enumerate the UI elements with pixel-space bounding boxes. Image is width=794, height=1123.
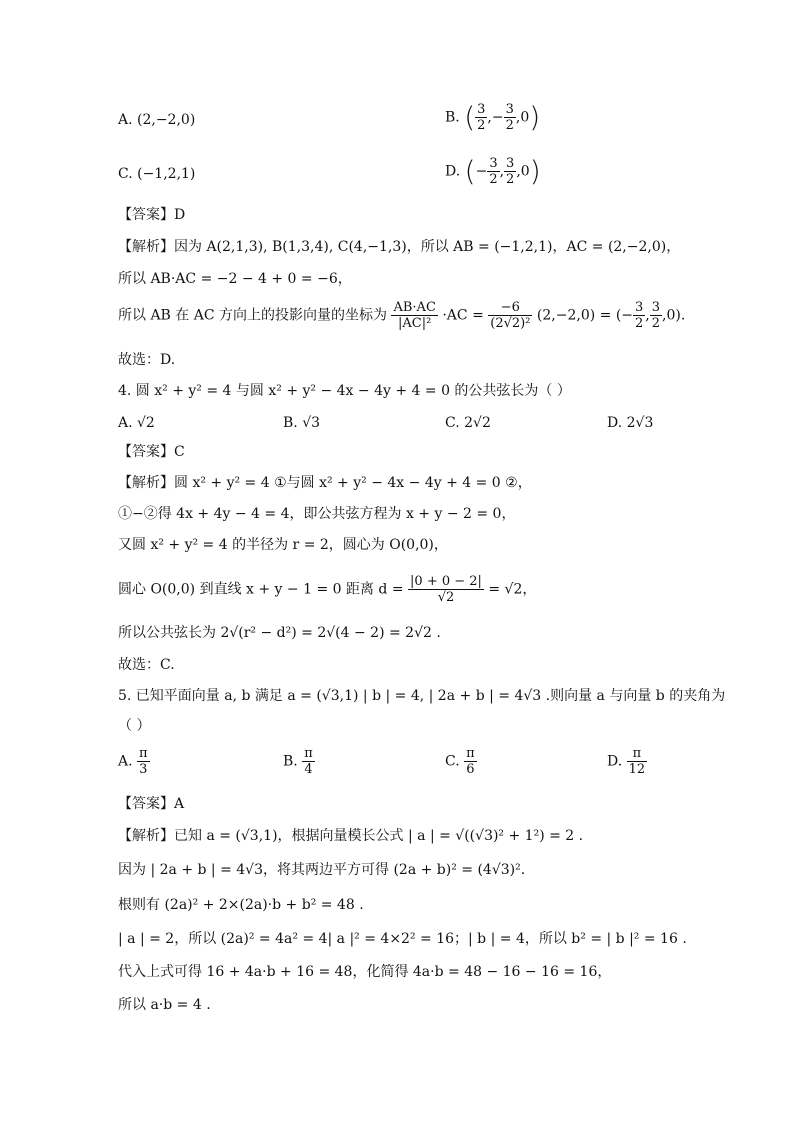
denominator: 6 [466, 762, 475, 777]
denominator: |AC|² [398, 316, 432, 331]
numerator: π [139, 746, 148, 761]
denominator: 12 [628, 762, 646, 777]
q3-option-c: C. (−1,2,1) [118, 166, 196, 182]
denominator: (2√2)² [490, 316, 531, 331]
text: 所以 AB 在 AC 方向上的投影向量的坐标为 [118, 307, 388, 324]
label: C. [445, 753, 460, 770]
q4-solution-line2: ①−②得 4x + 4y − 4 = 4，即公共弦方程为 x + y − 2 = 0， [118, 506, 516, 522]
q4-choose: 故选：C. [118, 657, 175, 673]
right-paren: ) [529, 100, 541, 134]
tail: ,0 [515, 109, 530, 126]
q3-solution-line1: 【解析】因为 A(2,1,3), B(1,3,4), C(4,−1,3)，所以 AB = (−1,2,1)，AC = (2,−2,0)， [118, 239, 681, 255]
right-paren: ) [529, 154, 541, 188]
denominator: 2 [489, 172, 498, 187]
label: B. [283, 753, 298, 770]
text: ·AC = [442, 307, 484, 324]
left-paren: ( [464, 154, 476, 188]
q5-option-c [445, 746, 477, 777]
numerator: −6 [488, 300, 532, 316]
projection-fraction [391, 300, 437, 331]
text: 圆心 O(0,0) 到直线 x + y − 1 = 0 距离 d = [118, 581, 404, 598]
denominator: 4 [304, 762, 313, 777]
denominator: 2 [506, 172, 515, 187]
q4-answer: 【答案】C [118, 444, 185, 460]
tail: ,0 [516, 163, 530, 180]
fraction [487, 156, 499, 187]
numerator: π [304, 746, 313, 761]
q3-option-d-label: D. [445, 163, 461, 180]
q5-stem-line2: （ ） [118, 718, 151, 734]
numerator: 3 [506, 156, 515, 171]
q3-solution-line3: 所以 AB 在 AC 方向上的投影向量的坐标为 $\frac{AB\cdot AC}{\text{|AC|²}}$ ·AC = $\frac{-6}{\text{(2√2)²}}$ (2,−2,0) = (− $\frac{3}{2}$ , $\frac{3}{2}$ ,0). [118, 300, 686, 331]
q4-option-d: D. 2√3 [607, 415, 654, 431]
denominator: 2 [651, 316, 661, 331]
numerator: 3 [477, 102, 486, 117]
q4-option-a: A. √2 [118, 415, 155, 431]
numerator: 3 [505, 102, 514, 117]
q5-answer: 【答案】A [118, 796, 185, 812]
q3-option-b-label: B. [445, 109, 460, 126]
q4-stem: 4. 圆 x² + y² = 4 与圆 x² + y² − 4x − 4y + 4 = 0 的公共弦长为（ ） [118, 383, 571, 399]
q5-option-b [283, 746, 315, 777]
value-fraction [488, 300, 532, 331]
fraction [650, 300, 662, 331]
denominator: 2 [505, 118, 514, 133]
label: D. [607, 753, 623, 770]
text: = √2， [488, 581, 537, 598]
q4-solution-line5: 所以公共弦长为 2√(r² − d²) = 2√(4 − 2) = 2√2 . [118, 625, 441, 641]
q3-choose: 故选：D. [118, 352, 176, 368]
q3-answer: 【答案】D [118, 207, 186, 223]
q5-option-a [118, 746, 150, 777]
q4-option-b: B. √3 [283, 415, 321, 431]
numerator: π [466, 746, 475, 761]
q5-solution-line1: 【解析】已知 a = (√3,1)，根据向量模长公式 | a | = √((√3)² + 1²) = 2 . [118, 828, 584, 844]
q5-solution-line6: 所以 a·b = 4 . [118, 997, 211, 1013]
label: A. [118, 753, 133, 770]
fraction [464, 746, 477, 777]
q5-solution-line4: | a | = 2，所以 (2a)² = 4a² = 4| a |² = 4×2² = 16；| b | = 4，所以 b² = | b |² = 16 . [118, 931, 687, 947]
q4-solution-line4 [118, 574, 536, 605]
numerator: π [627, 746, 648, 762]
numerator: |0 + 0 − 2| [410, 574, 482, 589]
denominator: 2 [635, 316, 644, 331]
text: ,0). [662, 307, 686, 324]
numerator: 3 [651, 300, 661, 315]
fraction [627, 746, 648, 777]
distance-fraction [408, 574, 484, 605]
q3-option-d: D. (− $\frac{3}{2}$ , $\frac{3}{2}$ ,0) [445, 154, 541, 188]
fraction [633, 300, 645, 331]
q5-stem-line1: 5. 已知平面向量 a, b 满足 a = (√3,1) | b | = 4, | 2a + b | = 4√3 .则向量 a 与向量 b 的夹角为 [118, 688, 726, 704]
q5-option-d [607, 746, 647, 777]
left-paren: ( [464, 100, 476, 134]
q5-solution-line2: 因为 | 2a + b | = 4√3，将其两边平方可得 (2a + b)² = (4√3)². [118, 862, 526, 878]
fraction [504, 102, 516, 133]
denominator: 2 [477, 118, 486, 133]
denominator: √2 [437, 590, 455, 605]
q4-option-c: C. 2√2 [445, 415, 491, 431]
q4-solution-line1: 【解析】圆 x² + y² = 4 ①与圆 x² + y² − 4x − 4y + 4 = 0 ②， [118, 475, 532, 491]
numerator: AB·AC [393, 300, 436, 315]
q3-option-a: A. (2,−2,0) [118, 112, 196, 128]
fraction [504, 156, 516, 187]
fraction [137, 746, 150, 777]
q3-solution-line2: 所以 AB·AC = −2 − 4 + 0 = −6， [118, 271, 352, 287]
denominator: 3 [139, 762, 148, 777]
text: (2,−2,0) = (− [536, 307, 634, 324]
q5-solution-line3: 根则有 (2a)² + 2×(2a)·b + b² = 48 . [118, 897, 364, 913]
fraction [302, 746, 315, 777]
numerator: 3 [489, 156, 498, 171]
q4-solution-line3: 又圆 x² + y² = 4 的半径为 r = 2，圆心为 O(0,0)， [118, 537, 448, 553]
q3-option-b: B. ( $\frac{3}{2}$ ,− $\frac{3}{2}$ ,0) [445, 100, 541, 134]
numerator: 3 [635, 300, 644, 315]
fraction [475, 102, 487, 133]
q5-solution-line5: 代入上式可得 16 + 4a·b + 16 = 48，化简得 4a·b = 48 − 16 − 16 = 16， [118, 964, 612, 980]
